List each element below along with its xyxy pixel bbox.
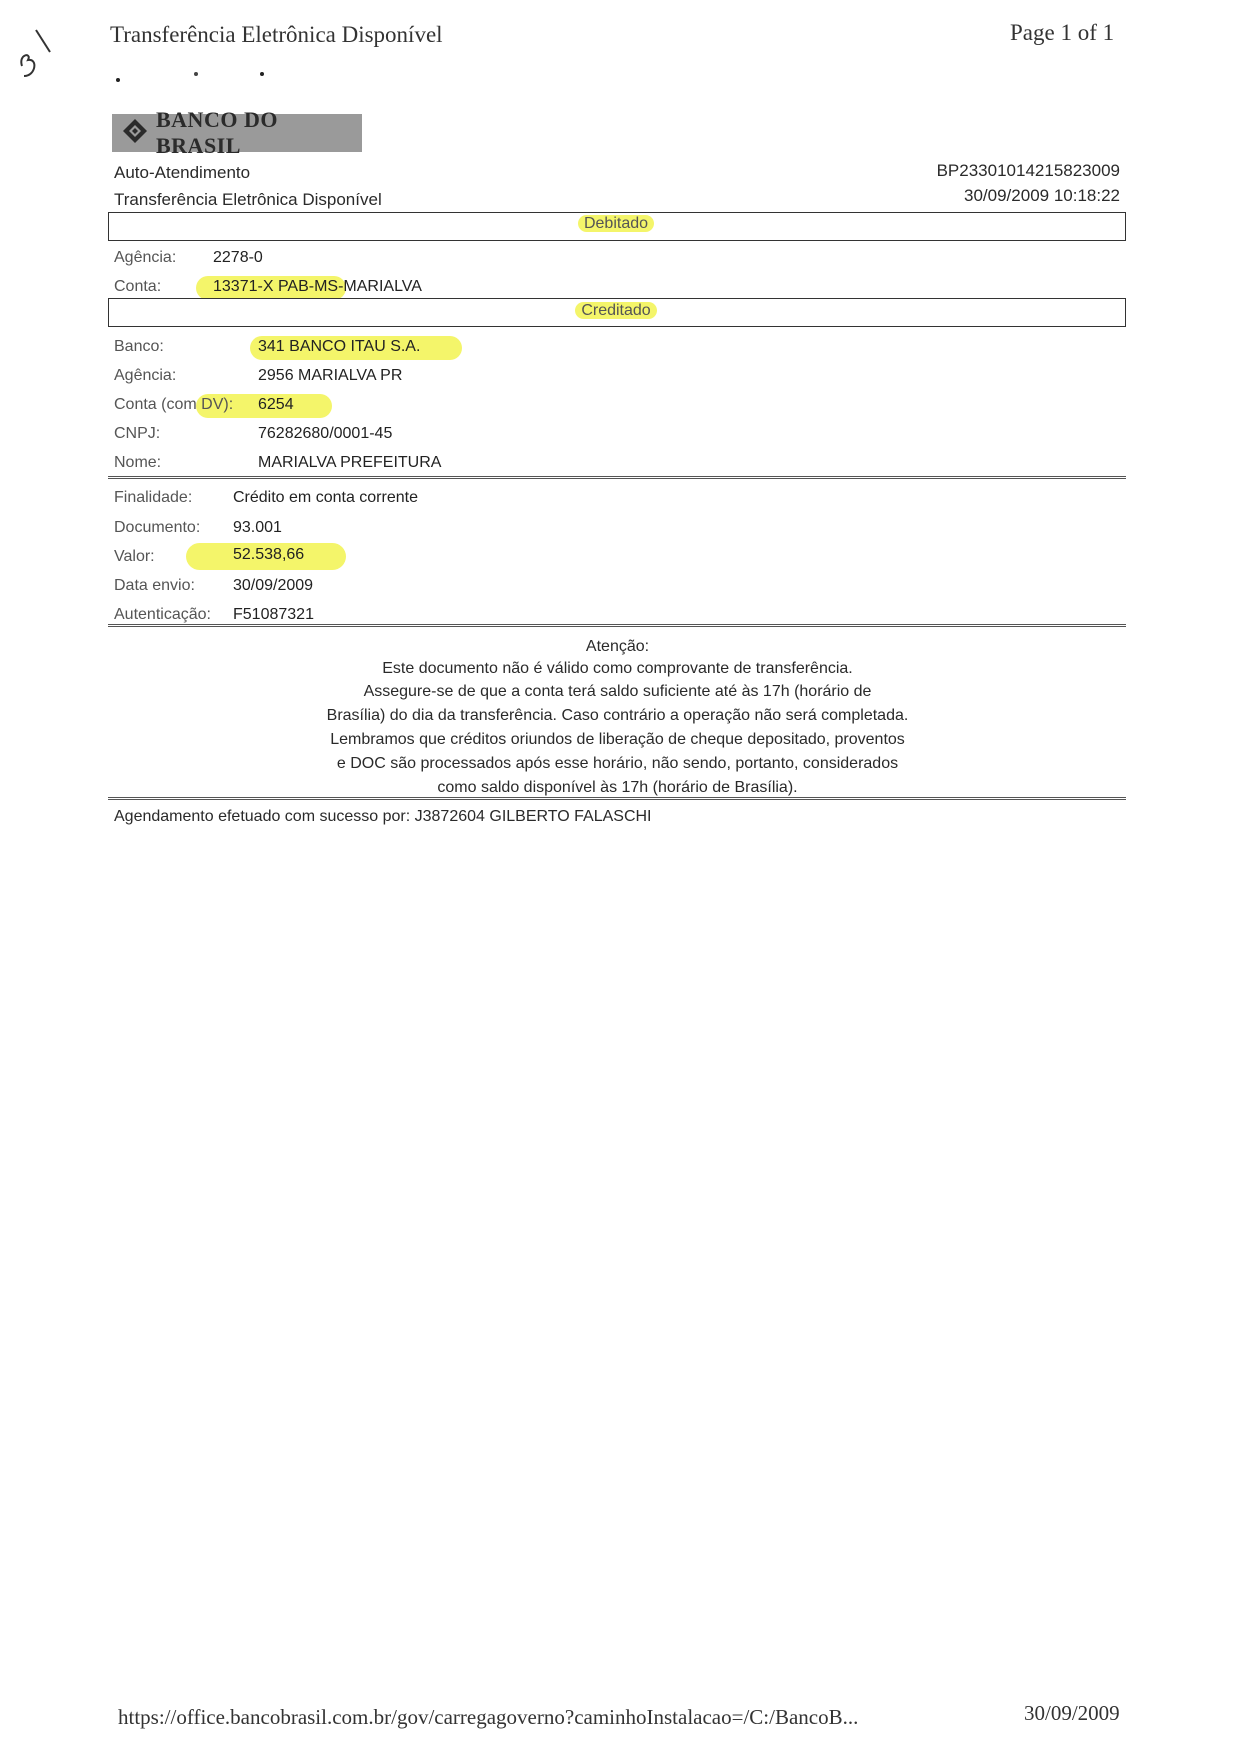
bank-logo-text: BANCO DO BRASIL: [156, 107, 278, 158]
creditado-conta-label: Conta (com DV):: [114, 396, 234, 413]
creditado-banco-value: 341 BANCO ITAU S.A.: [258, 338, 421, 355]
detail-data-envio-value: 30/09/2009: [233, 577, 314, 594]
detail-valor-label: Valor:: [114, 548, 155, 565]
creditado-banco-label: Banco:: [114, 338, 164, 355]
detail-documento-value: 93.001: [233, 519, 282, 536]
doc-header-left-line1: Auto-Atendimento: [114, 163, 251, 182]
attention-line: Este documento não é válido como comprovante de transferência.: [382, 660, 853, 677]
bank-logo-icon: [122, 118, 148, 149]
creditado-nome-value: MARIALVA PREFEITURA: [258, 454, 442, 471]
creditado-agencia-value: 2956 MARIALVA PR: [258, 367, 403, 384]
debitado-conta-value: 13371-X PAB-MS-MARIALVA: [213, 278, 422, 295]
creditado-title: Creditado: [108, 302, 1124, 320]
creditado-agencia-label: Agência:: [114, 367, 177, 384]
scan-speck: [116, 78, 120, 82]
doc-header-left-line2: Transferência Eletrônica Disponível: [114, 190, 382, 209]
detail-autenticacao-value: F51087321: [233, 606, 314, 623]
creditado-conta-value: 6254: [258, 396, 294, 413]
detail-finalidade-value: Crédito em conta corrente: [233, 489, 418, 506]
svg-text:3: 3: [26, 70, 27, 71]
handwritten-mark: [14, 24, 54, 84]
attention-title: Atenção:: [585, 638, 650, 655]
scan-speck: [194, 72, 198, 76]
section-divider: [108, 476, 1126, 479]
debitado-title: Debitado: [108, 215, 1124, 233]
creditado-cnpj-value: 76282680/0001-45: [258, 425, 393, 442]
debitado-conta-label: Conta:: [114, 278, 162, 295]
browser-header-title: Transferência Eletrônica Disponível: [110, 22, 443, 47]
attention-line: Brasília) do dia da transferência. Caso contrário a operação não será completada.: [326, 707, 909, 724]
attention-line: como saldo disponível às 17h (horário de Brasília).: [437, 779, 798, 796]
doc-header-datetime: 30/09/2009 10:18:22: [964, 186, 1120, 205]
detail-autenticacao-label: Autenticação:: [114, 606, 211, 623]
browser-header-page: Page 1 of 1: [1010, 20, 1115, 45]
detail-documento-label: Documento:: [114, 519, 201, 536]
doc-header-code: BP23301014215823009: [936, 161, 1120, 180]
browser-footer-url: https://office.bancobrasil.com.br/gov/carregagoverno?caminhoInstalacao=/C:/BancoB...: [118, 1705, 859, 1729]
creditado-nome-label: Nome:: [114, 454, 162, 471]
bank-logo: [112, 107, 362, 158]
section-divider: [108, 797, 1126, 800]
detail-finalidade-label: Finalidade:: [114, 489, 193, 506]
debitado-agencia-label: Agência:: [114, 249, 177, 266]
creditado-cnpj-label: CNPJ:: [114, 425, 161, 442]
scan-speck: [260, 72, 264, 76]
section-divider: [108, 624, 1126, 627]
browser-footer-date: 30/09/2009: [1024, 1701, 1120, 1725]
detail-data-envio-label: Data envio:: [114, 577, 195, 594]
debitado-agencia-value: 2278-0: [213, 249, 263, 266]
attention-line: e DOC são processados após esse horário, não sendo, portanto, considerados: [336, 755, 899, 772]
footer-note: Agendamento efetuado com sucesso por: J3872604 GILBERTO FALASCHI: [114, 808, 652, 825]
detail-valor-value: 52.538,66: [233, 546, 305, 563]
attention-line: Lembramos que créditos oriundos de liberação de cheque depositado, proventos: [330, 731, 905, 748]
attention-line: Assegure-se de que a conta terá saldo suficiente até às 17h (horário de: [363, 683, 872, 700]
